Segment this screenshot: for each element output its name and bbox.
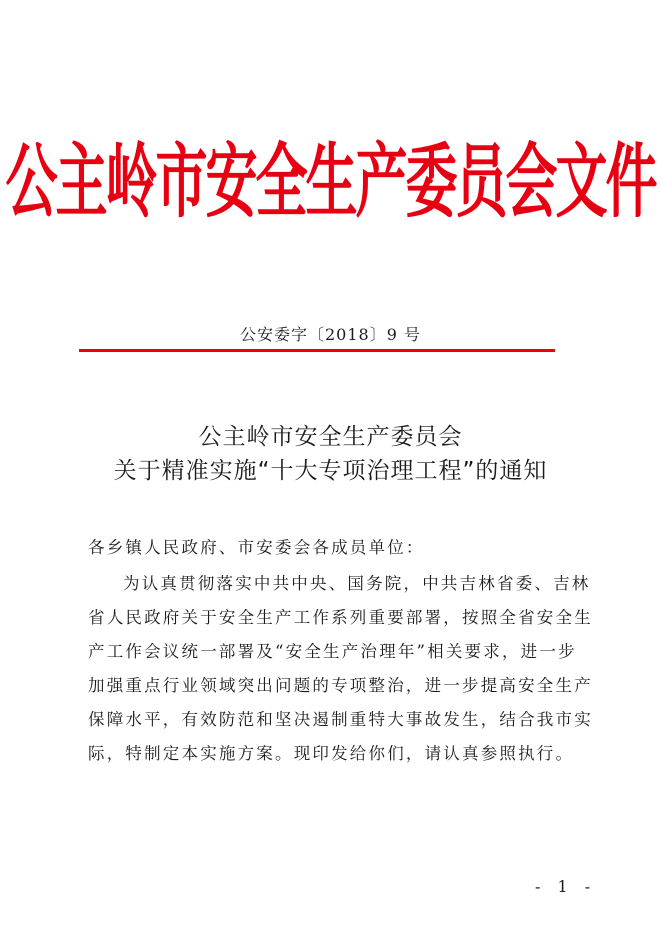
body-line: 产工作会议统一部署及“安全生产治理年”相关要求，进一步 — [88, 642, 577, 661]
body-line: 际，特制定本实施方案。现印发给你们，请认真参照执行。 — [88, 744, 575, 763]
document-header-title: 公主岭市安全生产委员会文件 — [5, 136, 656, 230]
notice-title-line-1: 公主岭市安全生产委员会 — [198, 424, 463, 450]
red-divider-line — [79, 349, 555, 352]
body-line: 保障水平，有效防范和坚决遏制重特大事故发生，结合我市实 — [88, 710, 593, 729]
page-number: - 1 - — [535, 877, 597, 896]
notice-title-line-2: 关于精准实施“十大专项治理工程”的通知 — [113, 458, 548, 484]
salutation: 各乡镇人民政府、市安委会各成员单位： — [88, 538, 425, 557]
body-line: 加强重点行业领域突出问题的专项整治，进一步提高安全生产 — [88, 676, 593, 695]
document-number: 公安委字〔2018〕9 号 — [240, 325, 421, 344]
body-line: 省人民政府关于安全生产工作系列重要部署，按照全省安全生 — [88, 608, 593, 627]
body-line: 为认真贯彻落实中共中央、国务院，中共吉林省委、吉林 — [123, 574, 591, 593]
